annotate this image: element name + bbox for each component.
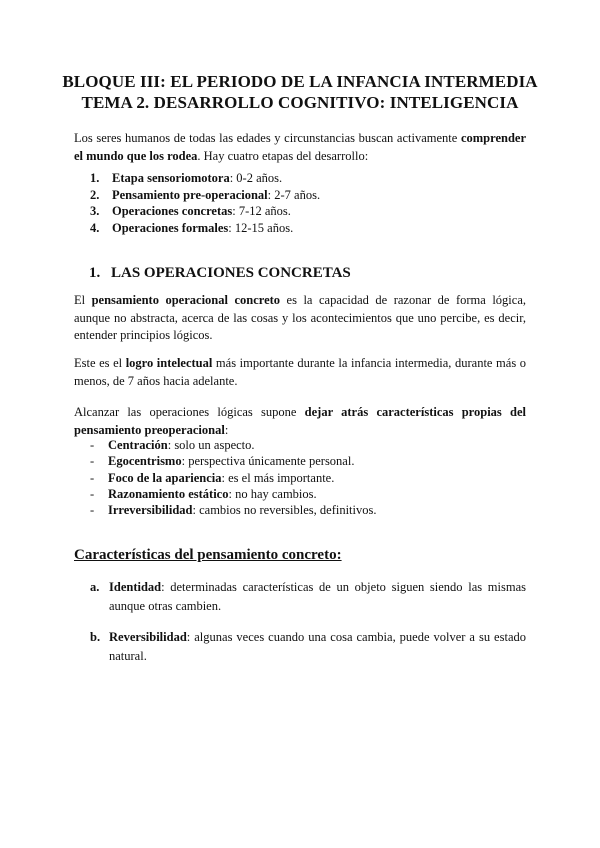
intro-bold: comprender el mundo que los rodea — [74, 131, 526, 163]
concrete-item-identidad — [90, 578, 526, 616]
paragraph-text: Alcanzar las operaciones lógicas supone — [74, 405, 305, 419]
list-item — [90, 470, 377, 486]
paragraph-text-end: es la capacidad de razonar de forma lógica, aunque no abstracta, acerca de las cosas y los acontecimientos que uno percibe, es decir, entender principios lógicos. — [74, 293, 526, 342]
list-number: 2. — [90, 187, 100, 202]
stage-age: : 12-15 años. — [228, 220, 294, 235]
feature-desc: : perspectiva únicamente personal. — [181, 454, 355, 469]
section-heading-caracteristicas: Características del pensamiento concreto: — [74, 547, 342, 563]
paragraph-bold: dejar atrás características propias del pensamiento preoperacional — [74, 405, 526, 437]
intro-paragraph — [74, 130, 526, 165]
stage-name: Operaciones formales — [112, 220, 229, 235]
paragraph-text: Este es el — [74, 356, 126, 370]
dash-marker: - — [90, 470, 95, 485]
section-number: 1. — [89, 265, 101, 281]
paragraph-text-end: más importante durante la infancia intermedia, durante más o menos, de 7 años hacia adelante. — [74, 356, 527, 388]
list-item — [90, 486, 377, 502]
paragraph-bold: logro intelectual — [125, 356, 213, 370]
item-desc: : algunas veces cuando una cosa cambia, puede volver a su estado natural. — [109, 630, 526, 663]
list-number: 1. — [90, 171, 100, 185]
dash-marker: - — [90, 503, 95, 518]
item-name: Identidad — [109, 580, 162, 594]
stage-age: : 2-7 años. — [267, 187, 321, 202]
concrete-item-reversibilidad — [90, 628, 526, 666]
item-desc: : determinadas características de un objeto siguen siendo las mismas aunque otras cambien. — [109, 580, 526, 613]
stage-name: Etapa sensoriomotora — [112, 171, 230, 185]
dash-marker: - — [90, 438, 95, 452]
feature-name: Razonamiento estático — [108, 486, 229, 501]
list-number: 4. — [90, 220, 100, 235]
stages-list — [90, 170, 320, 236]
list-item — [90, 187, 320, 204]
list-item-text — [109, 578, 526, 616]
paragraph-text: El — [74, 293, 92, 307]
paragraph-logro — [74, 355, 526, 390]
stage-age: : 0-2 años. — [229, 171, 283, 185]
feature-desc: : cambios no reversibles, definitivos. — [192, 503, 377, 518]
paragraph-definition — [74, 292, 526, 345]
document-title-line-1: BLOQUE III: EL PERIODO DE LA INFANCIA INTERMEDIA — [62, 72, 538, 91]
list-letter: a. — [90, 580, 100, 594]
stage-age: : 7-12 años. — [232, 204, 291, 218]
dash-marker: - — [90, 486, 95, 501]
paragraph-operaciones-logicas — [74, 404, 526, 439]
list-item — [90, 437, 377, 453]
item-name: Reversibilidad — [109, 630, 187, 644]
document-title-line-2: TEMA 2. DESARROLLO COGNITIVO: INTELIGENCIA — [81, 93, 519, 112]
feature-name: Egocentrismo — [108, 454, 182, 469]
list-item — [90, 502, 377, 518]
list-item — [90, 453, 377, 469]
list-item — [90, 203, 320, 220]
feature-name: Foco de la apariencia — [108, 470, 222, 485]
section-title: LAS OPERACIONES CONCRETAS — [111, 265, 351, 281]
preoperational-features-list — [90, 437, 377, 518]
paragraph-text-end: : — [224, 422, 229, 437]
paragraph-bold: pensamiento operacional concreto — [91, 293, 281, 307]
list-item — [90, 170, 320, 187]
dash-marker: - — [90, 454, 95, 469]
list-letter: b. — [90, 630, 101, 644]
list-number: 3. — [90, 204, 100, 218]
section-heading-operaciones-concretas — [89, 265, 351, 282]
feature-desc: : solo un aspecto. — [167, 438, 255, 452]
feature-name: Irreversibilidad — [108, 503, 193, 518]
feature-desc: : no hay cambios. — [228, 486, 317, 501]
list-item-text — [109, 628, 526, 666]
intro-text-end: . Hay cuatro etapas del desarrollo: — [197, 148, 369, 163]
stage-name: Operaciones concretas — [112, 204, 233, 218]
stage-name: Pensamiento pre-operacional — [112, 187, 268, 202]
list-item — [90, 220, 320, 237]
intro-text: Los seres humanos de todas las edades y circunstancias buscan activamente — [74, 131, 461, 145]
feature-name: Centración — [108, 438, 168, 452]
feature-desc: : es el más importante. — [221, 470, 335, 485]
